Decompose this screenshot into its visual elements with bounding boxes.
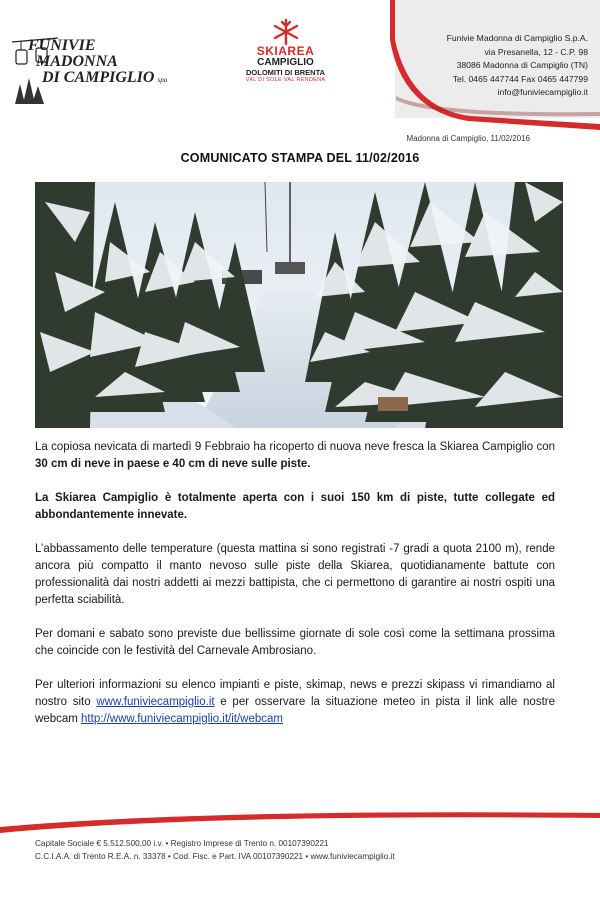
paragraph-4: Per domani e sabato sono previste due bellissime giornate di sole così come la settimana prossima che coincide con le festività del Carnevale Ambrosiano. [35, 628, 555, 657]
paragraph-2: La Skiarea Campiglio è totalmente aperta con i suoi 150 km di piste, tutte collegate ed abbondantemente innevate. [35, 492, 555, 521]
snowflake-icon [270, 18, 302, 46]
press-release-body [35, 439, 555, 745]
skiarea-logo [238, 18, 333, 100]
footer-line-1: Capitale Sociale € 5.512.500,00 i.v. • Registro Imprese di Trento n. 00107390221 [35, 839, 329, 848]
company-street: via Presanella, 12 - C.P. 98 [484, 46, 588, 57]
paragraph-5: Per ulteriori informazioni su elenco impianti e piste, skimap, news e prezzi skipass vi rimandiamo al nostro sito www.funiviecampiglio.it e per osservare la situazione meteo in pista il link alle nostre webcam http://www.funiviecampiglio.it/it/webcam [35, 679, 555, 725]
webcam-link[interactable]: http://www.funiviecampiglio.it/it/webcam [81, 713, 283, 725]
footer-line-2: C.C.I.A.A. di Trento R.E.A. n. 33378 • Cod. Fisc. e Part. IVA 00107390221 • www.funiviecampiglio.it [35, 852, 395, 862]
funivie-logo [10, 30, 180, 110]
page-title: COMUNICATO STAMPA DEL 11/02/2016 [180, 151, 420, 165]
skiarea-line3: VAL DI SOLE VAL RENDENA [245, 77, 326, 83]
company-name: Funivie Madonna di Campiglio S.p.A. [446, 33, 588, 43]
company-address [408, 32, 588, 100]
snowy-forest-photo [35, 182, 563, 428]
website-link[interactable]: www.funiviecampiglio.it [96, 696, 215, 708]
paragraph-3: L’abbassamento delle temperature (questa mattina si sono registrati -7 gradi a quota 2100 m), rende ancora più compatto il manto nevoso sulle piste della Skiarea, quotidianamente battute con professionalità dai nostri addetti ai mezzi battipista, che ci permettono di garantire ai nostri ospiti una perfetta sciabilità. [35, 543, 555, 606]
company-city: 38086 Madonna di Campiglio (TN) [456, 60, 588, 71]
skiarea-name: SKIAREA [256, 44, 315, 58]
company-email[interactable]: info@funiviecampiglio.it [497, 87, 588, 98]
dateline: Madonna di Campiglio, 11/02/2016 [406, 134, 530, 143]
footer-red-curve [0, 805, 600, 835]
funivie-wordmark: FUNIVIE MADONNA DI CAMPIGLIO spa [28, 37, 168, 86]
skiarea-line1: CAMPIGLIO [257, 57, 314, 68]
skiarea-line2: DOLOMITI DI BRENTA [245, 68, 326, 77]
company-phone: Tel. 0465 447744 Fax 0465 447799 [452, 73, 588, 84]
footer-legal [35, 837, 395, 864]
paragraph-1: La copiosa nevicata di martedì 9 Febbraio ha ricoperto di nuova neve fresca la Skiarea Campiglio con 30 cm di neve in paese e 40 cm di neve sulle piste. [35, 441, 555, 470]
